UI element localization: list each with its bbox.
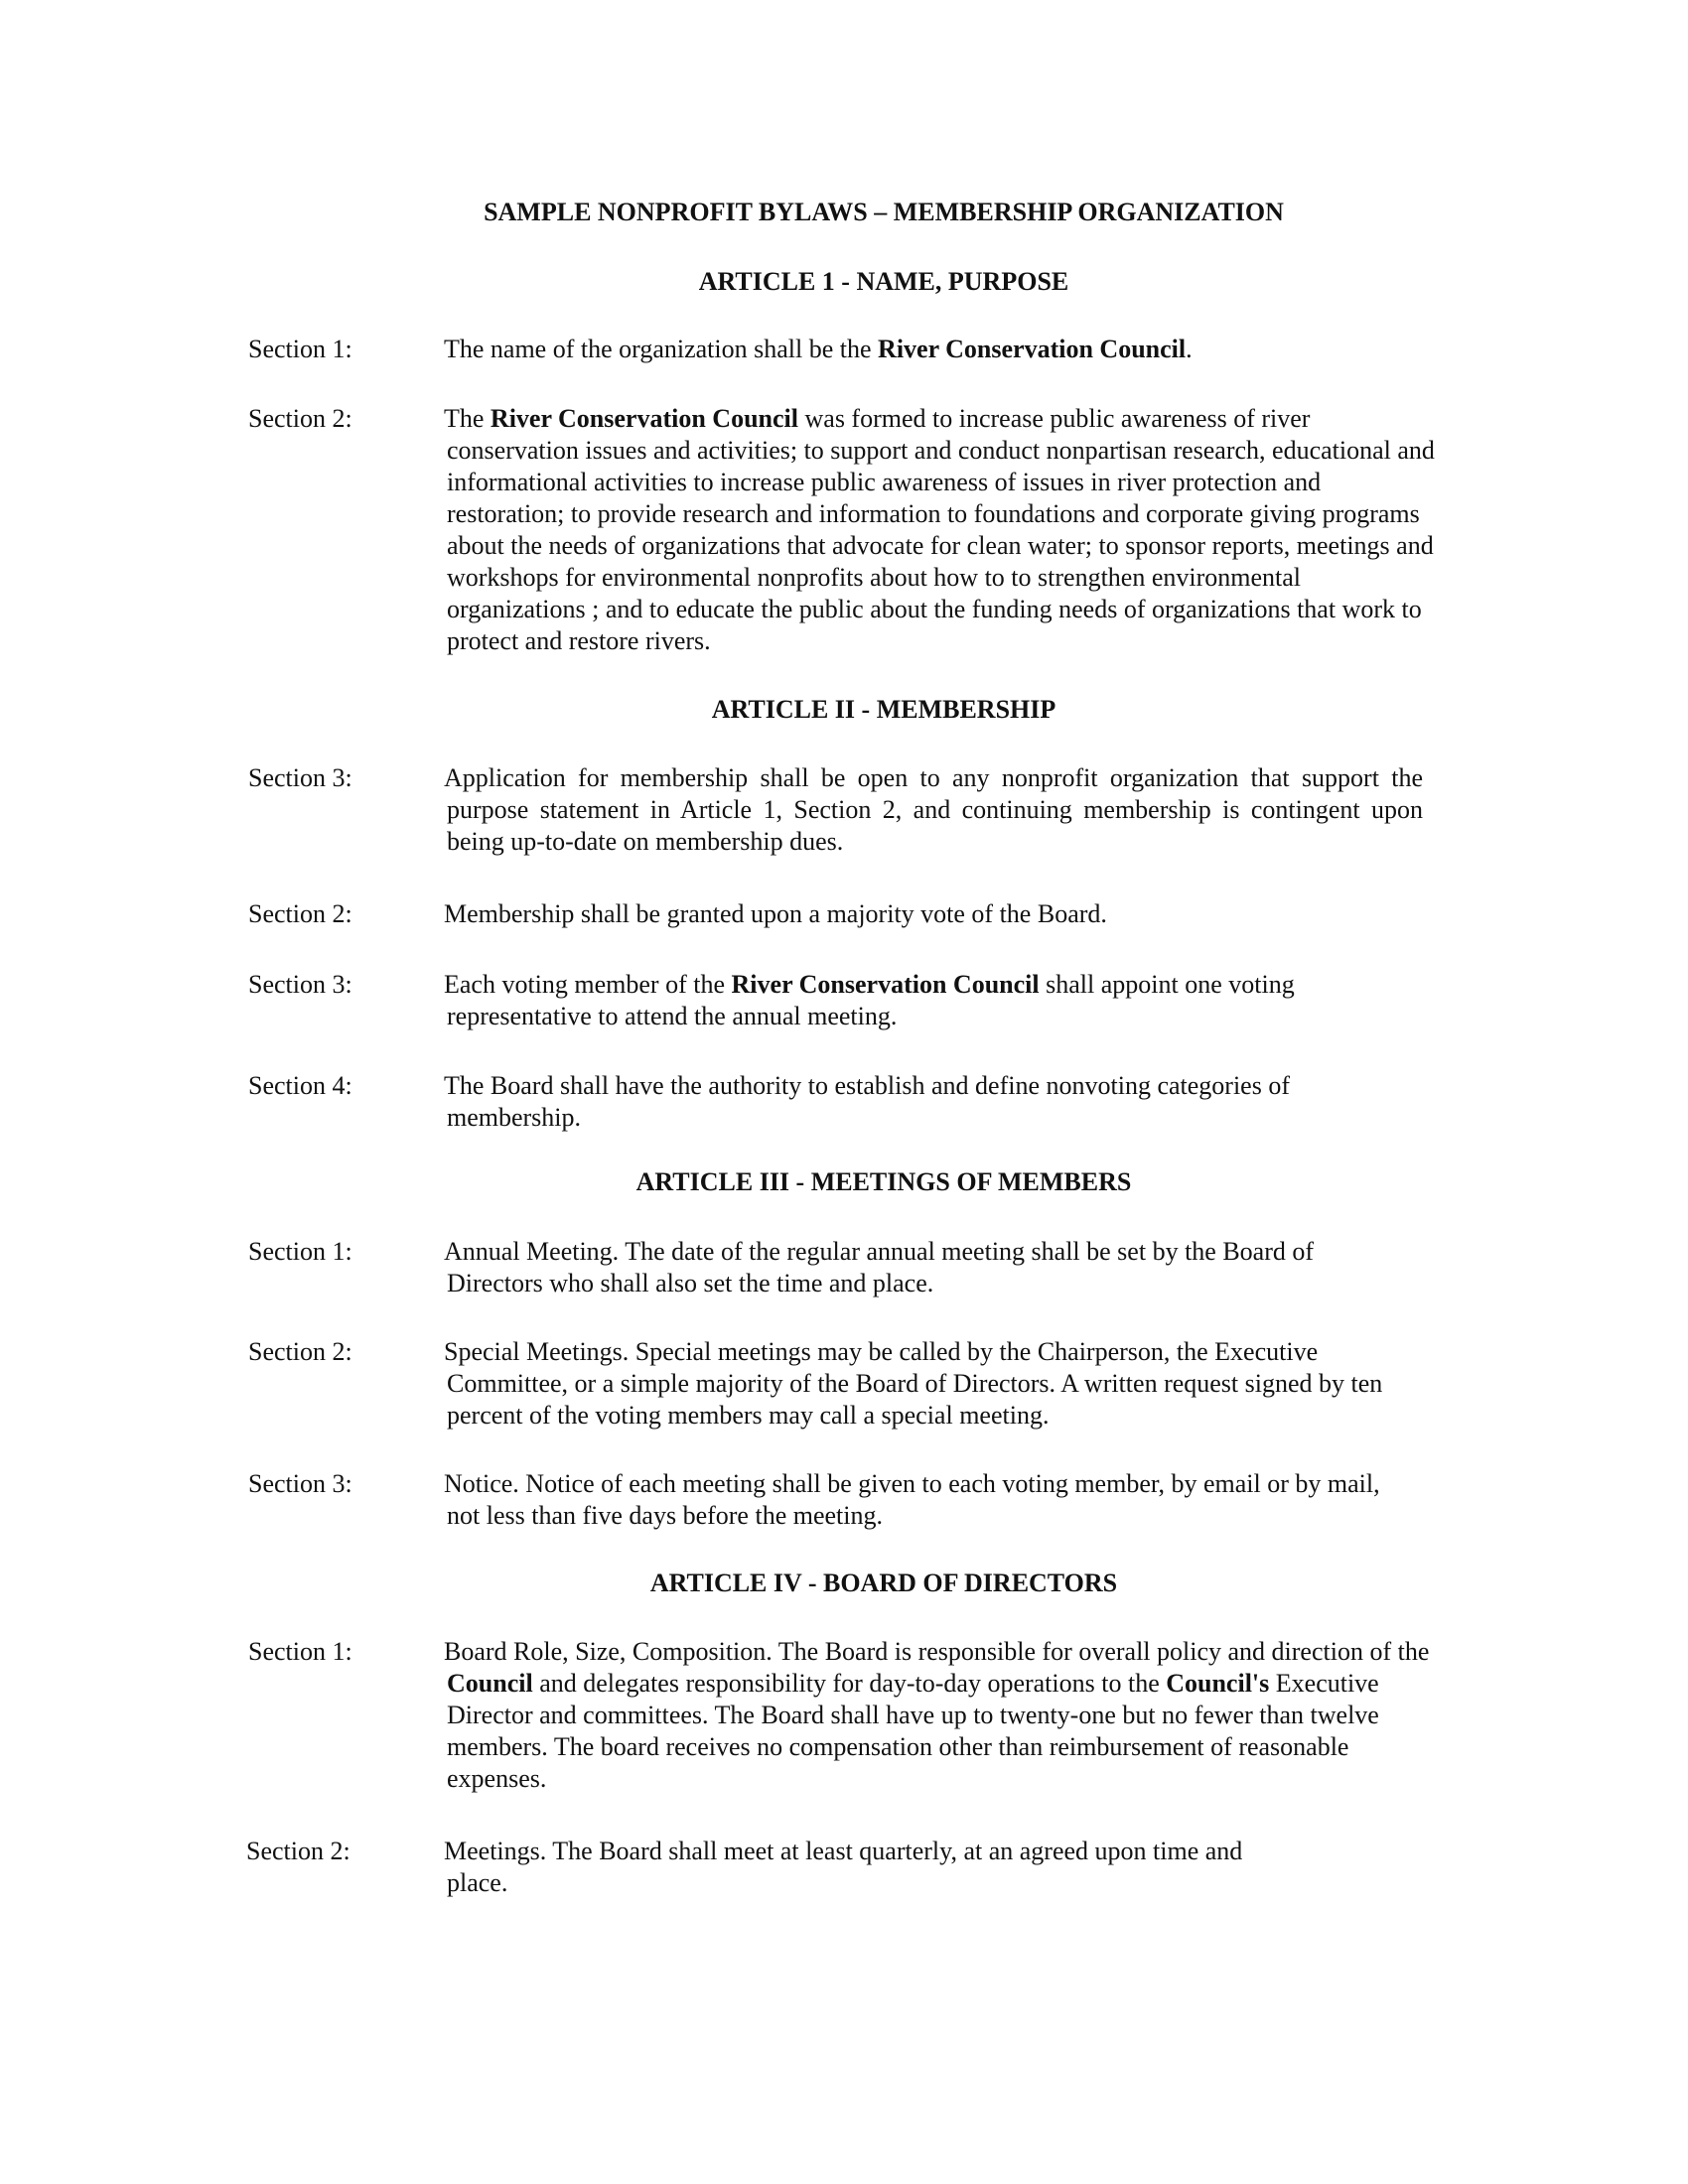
section-label: Section 1: — [248, 1237, 352, 1266]
section-label: Section 3: — [248, 1469, 352, 1498]
section-text: The River Conservation Council was formed to increase public awareness of river conservation issues and activities; to support and conduct nonpartisan research, educational and informational activities to increase public awareness of issues in river protection and restoration; to provide research and information to foundations and corporate giving programs about the needs of organizations that advocate for clean water; to sponsor reports, meetings and workshops for environmental nonprofits about how to to strengthen environmental organizations ; and to educate the public about the funding needs of organizations that work to protect and restore rivers. — [444, 404, 1435, 655]
section-label: Section 2: — [248, 1337, 352, 1366]
section-text: Notice. Notice of each meeting shall be given to each voting member, by email or by mail, not less than five days before the meeting. — [444, 1469, 1380, 1530]
section-label: Section 1: — [248, 335, 352, 363]
section-label: Section 2: — [246, 1837, 351, 1865]
council-name: Council — [447, 1669, 533, 1698]
council-possessive: Council's — [1166, 1669, 1270, 1698]
organization-name: River Conservation Council — [490, 404, 798, 433]
section-text: Application for membership shall be open to any nonprofit organization that support the purpose statement in Article 1, Section 2, and continuing membership is contingent upon being up-to-date on membership dues. — [444, 763, 1423, 856]
document-title: SAMPLE NONPROFIT BYLAWS – MEMBERSHIP ORGANIZATION — [484, 198, 1284, 226]
section-text: Meetings. The Board shall meet at least quarterly, at an agreed upon time and place. — [444, 1837, 1243, 1897]
organization-name: River Conservation Council — [878, 335, 1187, 363]
section-text: Board Role, Size, Composition. The Board is responsible for overall policy and direction of the Council and delegates responsibility for day-to-day operations to the Council's Executive Director and committees. The Board shall have up to twenty-one but no fewer than twelve members. The board receives no compensation other than reimbursement of reasonable expenses. — [444, 1637, 1430, 1793]
section-label: Section 2: — [248, 899, 352, 928]
section-text: Annual Meeting. The date of the regular annual meeting shall be set by the Board of Directors who shall also set the time and place. — [444, 1237, 1315, 1297]
article-1-heading: ARTICLE 1 - NAME, PURPOSE — [698, 267, 1069, 296]
section-label: Section 1: — [248, 1637, 352, 1666]
section-label: Section 3: — [248, 970, 352, 999]
organization-name: River Conservation Council — [731, 970, 1040, 999]
section-label: Section 2: — [248, 404, 352, 433]
section-text: Membership shall be granted upon a majority vote of the Board. — [444, 899, 1107, 928]
section-text: Special Meetings. Special meetings may be called by the Chairperson, the Executive Committee, or a simple majority of the Board of Directors. A written request signed by ten percent of the voting members may call a special meeting. — [444, 1337, 1383, 1430]
section-text: The Board shall have the authority to establish and define nonvoting categories of membership. — [444, 1071, 1290, 1132]
article-4-heading: ARTICLE IV - BOARD OF DIRECTORS — [649, 1569, 1118, 1597]
section-text: The name of the organization shall be the River Conservation Council. — [444, 335, 1193, 363]
article-3-heading: ARTICLE III - MEETINGS OF MEMBERS — [635, 1167, 1132, 1196]
section-text: Each voting member of the River Conservation Council shall appoint one voting representative to attend the annual meeting. — [444, 970, 1295, 1030]
section-label: Section 4: — [248, 1071, 352, 1100]
article-2-heading: ARTICLE II - MEMBERSHIP — [711, 695, 1056, 724]
section-label: Section 3: — [248, 763, 352, 792]
